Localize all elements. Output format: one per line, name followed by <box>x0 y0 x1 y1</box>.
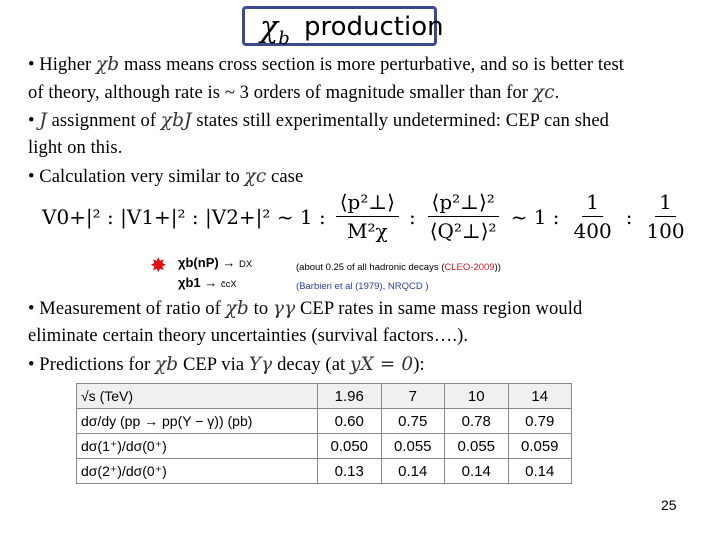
table-row-label: dσ(1⁺)/dσ(0⁺) <box>77 434 318 459</box>
table-cell: 0.14 <box>508 459 572 484</box>
bullet-5-line-1: • Predictions for χb CEP via Υγ decay (at yX = 0): <box>28 354 425 375</box>
star-icon: ✸ <box>150 255 167 277</box>
table-header-cell: 7 <box>381 384 445 409</box>
table-cell: 0.050 <box>318 434 382 459</box>
bullet-1-line-1: • Higher χb mass means cross section is more perturbative, and so is better test <box>28 54 625 75</box>
table-header-cell: √s (TeV) <box>77 384 318 409</box>
equation-separator-2: : <box>625 204 633 229</box>
table-header-cell: 1.96 <box>318 384 382 409</box>
bullet-2-line-2: light on this. <box>28 138 123 158</box>
equation-separator: : <box>408 204 416 229</box>
predictions-table <box>76 383 572 484</box>
table-row-label: dσ(2⁺)/dσ(0⁺) <box>77 459 318 484</box>
ratio-equation <box>42 190 693 243</box>
table-row-label: dσ/dy (pp → pp(Υ − γ)) (pb) <box>77 409 318 434</box>
bullet-1-line-2: of theory, although rate is ~ 3 orders of magnitude smaller than for χc. <box>28 82 560 103</box>
bullet-3-line-1: • Calculation very similar to χc case <box>28 166 304 187</box>
page-number: 25 <box>661 497 677 513</box>
decay-row-2: χb1 → c̄cX <box>178 275 237 290</box>
table-row <box>77 434 572 459</box>
fraction-2: $\frac{\text{⟨p²⊥⟩²}}{\text{⟨Q²⊥⟩²}}$ <box>426 190 501 243</box>
table-header-row <box>77 384 572 409</box>
bullet-4-line-2: eliminate certain theory uncertainties (survival factors….). <box>28 326 469 346</box>
equation-lhs: V0+|² : |V1+|² : |V2+|² ~ 1 : <box>42 204 326 229</box>
fraction-1: $\frac{\text{⟨p²⊥⟩}}{\text{M²χ}}$ <box>336 190 399 243</box>
table-cell: 0.13 <box>318 459 382 484</box>
table-cell: 0.78 <box>445 409 509 434</box>
table-cell: 0.055 <box>445 434 509 459</box>
table-row <box>77 409 572 434</box>
table-row <box>77 459 572 484</box>
decay-note-1: (about 0.25 of all hadronic decays (CLEO-2009)) <box>296 262 501 273</box>
table-header-cell: 10 <box>445 384 509 409</box>
table-cell: 0.055 <box>381 434 445 459</box>
decay-row-1: χb(nP) → DX <box>178 255 253 270</box>
bullet-2-line-1: • J assignment of χbJ states still experimentally undetermined: CEP can shed <box>28 110 610 131</box>
table-cell: 0.14 <box>381 459 445 484</box>
table-cell: 0.059 <box>508 434 572 459</box>
decay-note-2: (Barbieri et al (1979), NRQCD ) <box>296 281 429 292</box>
fraction-4: $\frac{1}{100}$ <box>646 190 685 243</box>
title-symbol: $\chi_b$ <box>260 10 290 49</box>
table-cell: 0.14 <box>445 459 509 484</box>
table-cell: 0.60 <box>318 409 382 434</box>
bullet-4-line-1: • Measurement of ratio of χb to γγ CEP rates in same mass region would <box>28 298 583 319</box>
equation-rhs: ~ 1 : <box>510 204 560 229</box>
table-cell: 0.75 <box>381 409 445 434</box>
table-cell: 0.79 <box>508 409 572 434</box>
fraction-3: $\frac{1}{400}$ <box>573 190 612 243</box>
table-header-cell: 14 <box>508 384 572 409</box>
slide-title: production <box>304 12 444 42</box>
